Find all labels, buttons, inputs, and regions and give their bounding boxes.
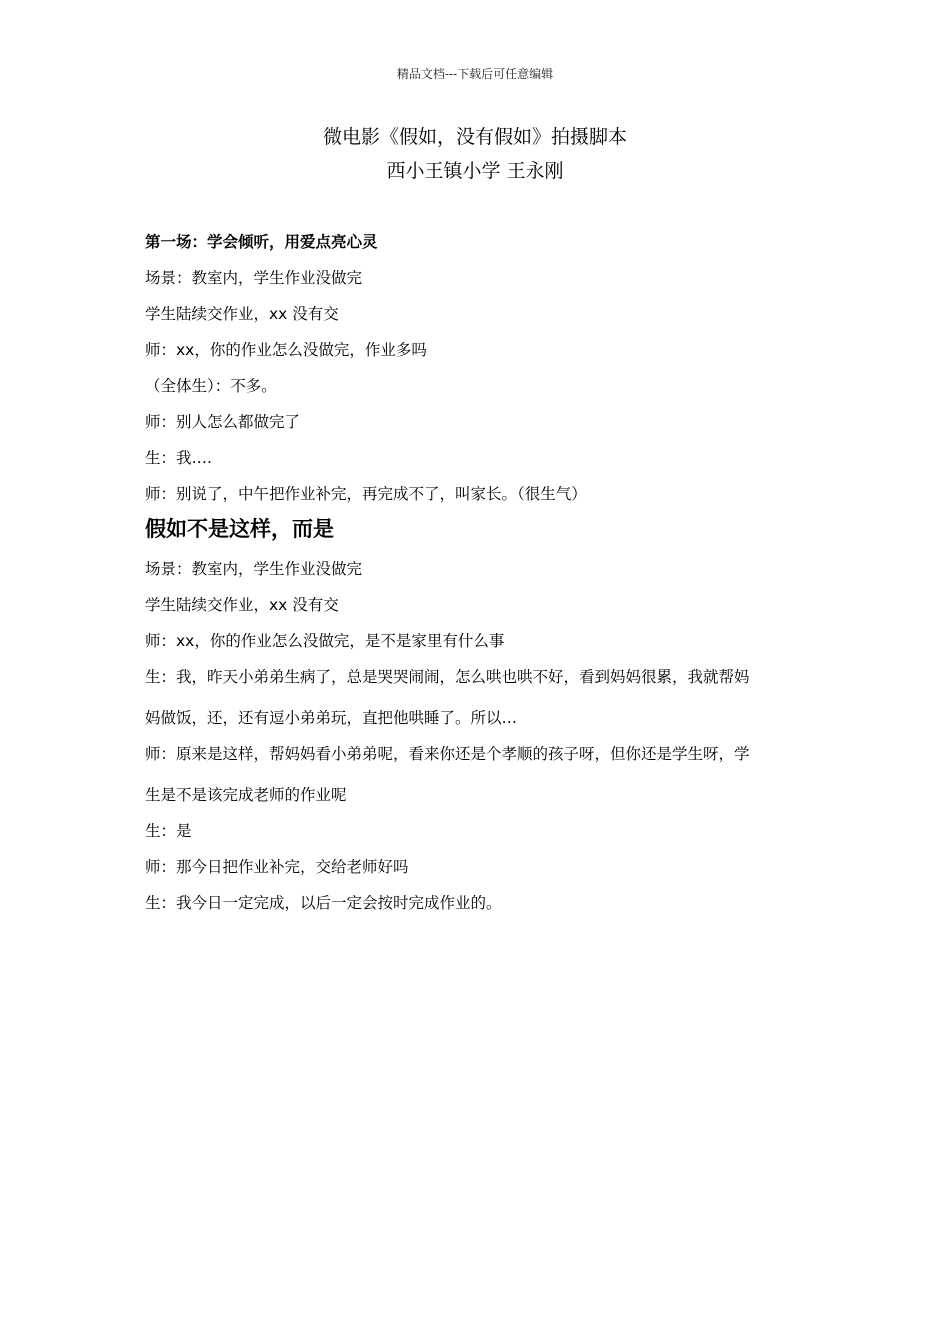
scene2-line: 师：原来是这样，帮妈妈看小弟弟呢，看来你还是个孝顺的孩子呀，但你还是学生呀，学 [145, 745, 750, 763]
scene2-line: 生：我，昨天小弟弟生病了，总是哭哭闹闹，怎么哄也哄不好，看到妈妈很累，我就帮妈 [145, 668, 750, 686]
document-author: 西小王镇小学 王永刚 [386, 160, 564, 182]
scene2-line: 生：我今日一定完成，以后一定会按时完成作业的。 [145, 894, 502, 912]
scene1-line: 生：我…. [145, 449, 212, 467]
scene1-line: 师：xx，你的作业怎么没做完，作业多吗 [145, 341, 427, 359]
scene1-line: 师：别说了，中午把作业补完，再完成不了，叫家长。（很生气） [145, 485, 587, 503]
scene1-line: 场景：教室内，学生作业没做完 [145, 269, 363, 287]
scene2-line: 场景：教室内，学生作业没做完 [145, 560, 363, 578]
scene2-line: 生：是 [145, 822, 192, 840]
document-title: 微电影《假如，没有假如》拍摄脚本 [322, 126, 627, 148]
scene2-line: 师：那今日把作业补完，交给老师好吗 [145, 858, 409, 876]
scene2-line: 妈做饭，还，还有逗小弟弟玩，直把他哄睡了。所以… [145, 709, 518, 727]
scene1-heading: 第一场：学会倾听，用爱点亮心灵 [145, 233, 378, 251]
scene1-line: 学生陆续交作业，xx 没有交 [145, 305, 339, 323]
scene2-heading: 假如不是这样，而是 [145, 517, 334, 541]
scene1-line: （全体生）：不多。 [145, 377, 277, 395]
scene2-line: 学生陆续交作业，xx 没有交 [145, 596, 339, 614]
scene2-line: 生是不是该完成老师的作业呢 [145, 786, 347, 804]
header-note: 精品文档---下载后可任意编辑 [396, 67, 554, 81]
scene2-line: 师：xx，你的作业怎么没做完，是不是家里有什么事 [145, 632, 505, 650]
scene1-line: 师：别人怎么都做完了 [145, 413, 301, 431]
